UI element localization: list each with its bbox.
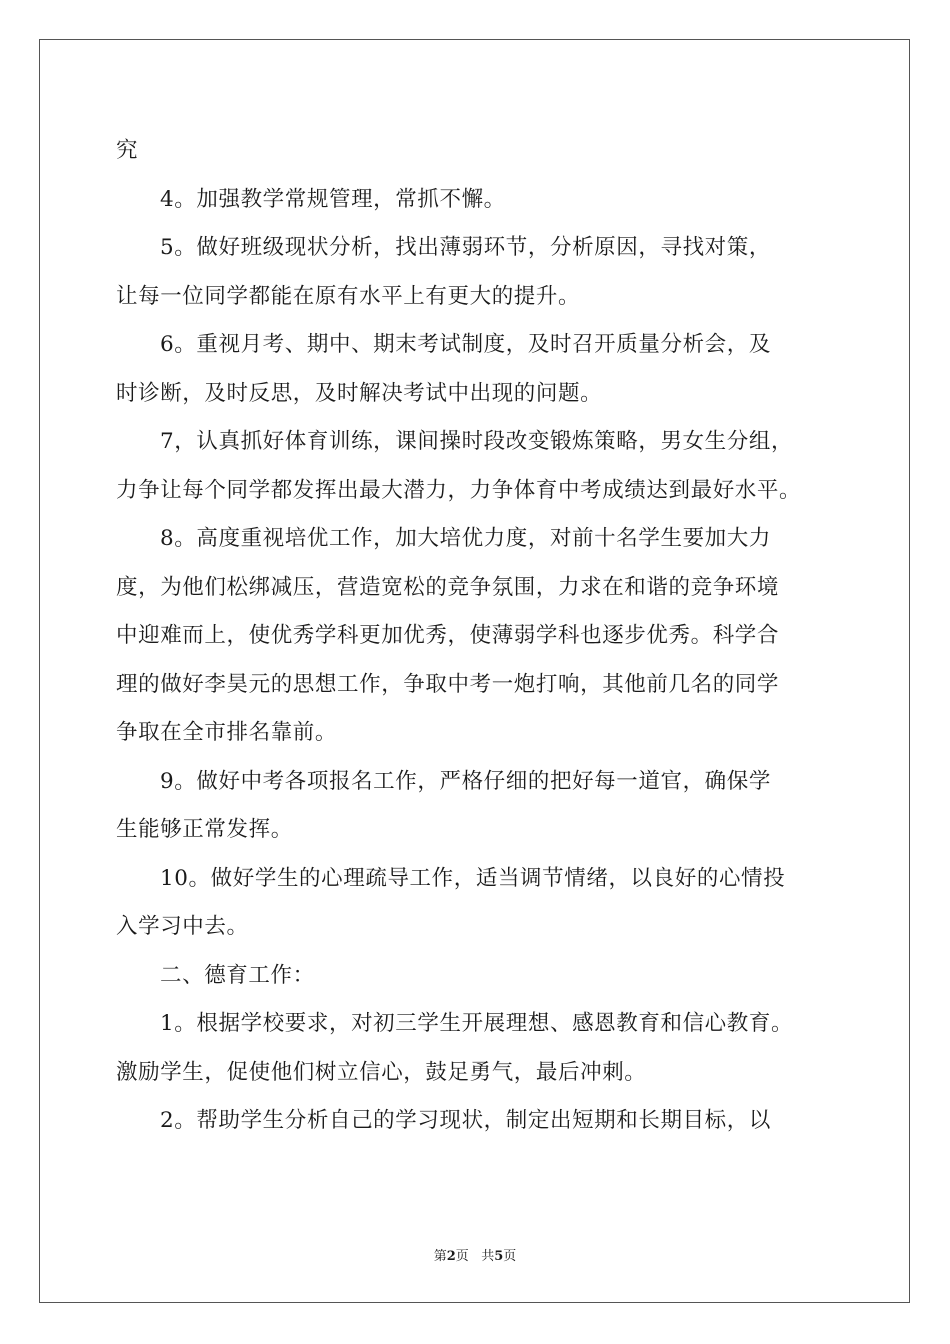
text-line: 生能够正常发挥。 [116,817,293,842]
footer-prefix: 第 [433,1249,447,1264]
text-line: 二、德育工作： [160,962,315,988]
text-line: 8。高度重视培优工作，加大培优力度，对前十名学生要加大力 [160,526,771,551]
text-line: 理的做好李昊元的思想工作，争取中考一炮打响，其他前几名的同学 [116,671,780,697]
text-line: 2。帮助学生分析自己的学习现状，制定出短期和长期目标，以 [160,1108,771,1133]
text-line: 4。加强教学常规管理，常抓不懈。 [160,186,506,212]
text-line: 中迎难而上，使优秀学科更加优秀，使薄弱学科也逐步优秀。科学合 [116,623,780,648]
text-line: 度，为他们松绑减压，营造宽松的竞争氛围，力求在和谐的竞争环境 [116,574,780,600]
text-line: 入学习中去。 [116,914,249,939]
footer-total-suffix: 页 [503,1249,517,1264]
text-line: 激励学生，促使他们树立信心，鼓足勇气，最后冲刺。 [116,1059,647,1085]
text-line: 9。做好中考各项报名工作，严格仔细的把好每一道官，确保学 [160,768,771,794]
page-footer [0,1245,950,1264]
footer-total-pages: 5 [494,1249,504,1264]
footer-total-prefix: 共 [481,1249,495,1264]
footer-page-suffix: 页 [455,1249,469,1264]
document-body [116,127,846,1146]
text-line: 究 [116,138,139,163]
text-line: 10。做好学生的心理疏导工作，适当调节情绪，以良好的心情投 [160,865,786,891]
text-line: 7，认真抓好体育训练，课间操时段改变锻炼策略，男女生分组， [160,429,794,454]
footer-current-page: 2 [446,1249,456,1264]
text-line: 6。重视月考、期中、期末考试制度，及时召开质量分析会，及 [160,332,771,357]
text-line: 力争让每个同学都发挥出最大潜力，力争体育中考成绩达到最好水平。 [116,477,802,503]
text-line: 时诊断，及时反思，及时解决考试中出现的问题。 [116,380,603,406]
text-line: 5。做好班级现状分析，找出薄弱环节，分析原因，寻找对策， [160,235,771,260]
text-line: 让每一位同学都能在原有水平上有更大的提升。 [116,283,581,309]
text-line: 争取在全市排名靠前。 [116,720,338,745]
text-line: 1。根据学校要求，对初三学生开展理想、感恩教育和信心教育。 [160,1011,794,1036]
